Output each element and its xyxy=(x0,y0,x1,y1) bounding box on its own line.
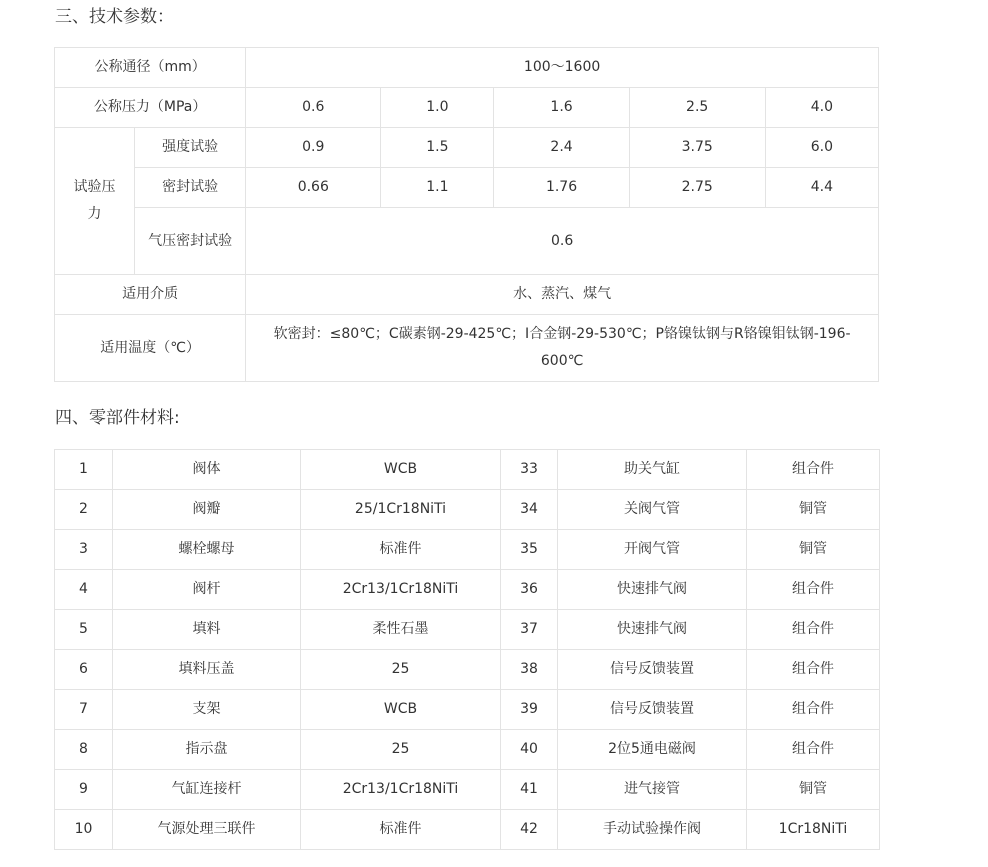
part-material: 25 xyxy=(301,650,501,690)
part-number: 9 xyxy=(55,770,113,810)
row-label-test-pressure: 试验压力 xyxy=(55,128,135,275)
row-label-medium: 适用介质 xyxy=(55,275,246,315)
table-row xyxy=(55,48,879,88)
table-row xyxy=(55,570,880,610)
technical-parameters-table xyxy=(54,47,879,382)
strength-test-value: 2.4 xyxy=(494,128,629,168)
table-row xyxy=(55,128,879,168)
part-number: 4 xyxy=(55,570,113,610)
section-heading-specs: 三、技术参数： xyxy=(55,7,174,27)
temperature-value: 软密封：≤80℃；C碳素钢-29-425℃；I合金钢-29-530℃；P铬镍钛钢与R铬镍钼钛钢-196-600℃ xyxy=(246,315,879,382)
nominal-pressure-value: 0.6 xyxy=(246,88,381,128)
part-material: 组合件 xyxy=(747,570,880,610)
part-material: 铜管 xyxy=(747,770,880,810)
table-row xyxy=(55,770,880,810)
table-row xyxy=(55,88,879,128)
part-number: 41 xyxy=(501,770,558,810)
part-name: 填料 xyxy=(113,610,301,650)
part-name: 阀杆 xyxy=(113,570,301,610)
table-row xyxy=(55,315,879,382)
part-material: 25/1Cr18NiTi xyxy=(301,490,501,530)
nominal-pressure-value: 1.0 xyxy=(381,88,494,128)
part-number: 33 xyxy=(501,450,558,490)
part-number: 37 xyxy=(501,610,558,650)
part-name: 气源处理三联件 xyxy=(113,810,301,850)
table-row xyxy=(55,730,880,770)
strength-test-value: 6.0 xyxy=(765,128,878,168)
table-row xyxy=(55,208,879,275)
part-name: 快速排气阀 xyxy=(558,610,747,650)
part-name: 手动试验操作阀 xyxy=(558,810,747,850)
part-name: 2位5通电磁阀 xyxy=(558,730,747,770)
strength-test-value: 3.75 xyxy=(629,128,765,168)
part-material: WCB xyxy=(301,450,501,490)
part-material: 1Cr18NiTi xyxy=(747,810,880,850)
part-name: 气缸连接杆 xyxy=(113,770,301,810)
table-row xyxy=(55,810,880,850)
seal-test-value: 1.76 xyxy=(494,168,629,208)
part-number: 38 xyxy=(501,650,558,690)
sub-label-seal-test: 密封试验 xyxy=(135,168,246,208)
part-material: 组合件 xyxy=(747,650,880,690)
part-name: 进气接管 xyxy=(558,770,747,810)
part-material: 2Cr13/1Cr18NiTi xyxy=(301,570,501,610)
part-material: 组合件 xyxy=(747,610,880,650)
part-material: 组合件 xyxy=(747,730,880,770)
nominal-pressure-value: 4.0 xyxy=(765,88,878,128)
part-name: 指示盘 xyxy=(113,730,301,770)
part-name: 螺栓螺母 xyxy=(113,530,301,570)
part-number: 8 xyxy=(55,730,113,770)
air-seal-test-value: 0.6 xyxy=(246,208,879,275)
part-number: 34 xyxy=(501,490,558,530)
part-number: 7 xyxy=(55,690,113,730)
seal-test-value: 1.1 xyxy=(381,168,494,208)
part-material: 铜管 xyxy=(747,530,880,570)
sub-label-strength-test: 强度试验 xyxy=(135,128,246,168)
table-row xyxy=(55,450,880,490)
part-material: 标准件 xyxy=(301,530,501,570)
strength-test-value: 1.5 xyxy=(381,128,494,168)
part-name: 关阀气管 xyxy=(558,490,747,530)
part-number: 40 xyxy=(501,730,558,770)
table-row xyxy=(55,610,880,650)
seal-test-value: 0.66 xyxy=(246,168,381,208)
strength-test-value: 0.9 xyxy=(246,128,381,168)
part-name: 信号反馈装置 xyxy=(558,650,747,690)
row-label-temperature: 适用温度（℃） xyxy=(55,315,246,382)
part-number: 2 xyxy=(55,490,113,530)
part-name: 快速排气阀 xyxy=(558,570,747,610)
part-name: 支架 xyxy=(113,690,301,730)
part-material: 组合件 xyxy=(747,450,880,490)
table-row xyxy=(55,168,879,208)
nominal-pressure-value: 1.6 xyxy=(494,88,629,128)
seal-test-value: 4.4 xyxy=(765,168,878,208)
nominal-diameter-value: 100～1600 xyxy=(246,48,879,88)
row-label-nominal-diameter: 公称通径（mm） xyxy=(55,48,246,88)
part-number: 3 xyxy=(55,530,113,570)
table-row xyxy=(55,650,880,690)
medium-value: 水、蒸汽、煤气 xyxy=(246,275,879,315)
part-name: 阀体 xyxy=(113,450,301,490)
sub-label-air-seal-test: 气压密封试验 xyxy=(135,208,246,275)
part-name: 助关气缸 xyxy=(558,450,747,490)
part-material: 组合件 xyxy=(747,690,880,730)
part-number: 6 xyxy=(55,650,113,690)
part-name: 信号反馈装置 xyxy=(558,690,747,730)
part-number: 1 xyxy=(55,450,113,490)
table-row xyxy=(55,530,880,570)
part-number: 5 xyxy=(55,610,113,650)
table-row xyxy=(55,275,879,315)
part-name: 阀瓣 xyxy=(113,490,301,530)
part-material: 柔性石墨 xyxy=(301,610,501,650)
part-number: 35 xyxy=(501,530,558,570)
nominal-pressure-value: 2.5 xyxy=(629,88,765,128)
section-heading-parts: 四、零部件材料: xyxy=(55,408,180,428)
parts-materials-table xyxy=(54,449,880,850)
table-row xyxy=(55,490,880,530)
part-number: 10 xyxy=(55,810,113,850)
part-material: 25 xyxy=(301,730,501,770)
part-name: 开阀气管 xyxy=(558,530,747,570)
part-name: 填料压盖 xyxy=(113,650,301,690)
part-material: 标准件 xyxy=(301,810,501,850)
part-number: 39 xyxy=(501,690,558,730)
part-material: 铜管 xyxy=(747,490,880,530)
table-row xyxy=(55,690,880,730)
part-material: 2Cr13/1Cr18NiTi xyxy=(301,770,501,810)
seal-test-value: 2.75 xyxy=(629,168,765,208)
part-number: 42 xyxy=(501,810,558,850)
row-label-nominal-pressure: 公称压力（MPa） xyxy=(55,88,246,128)
part-material: WCB xyxy=(301,690,501,730)
part-number: 36 xyxy=(501,570,558,610)
